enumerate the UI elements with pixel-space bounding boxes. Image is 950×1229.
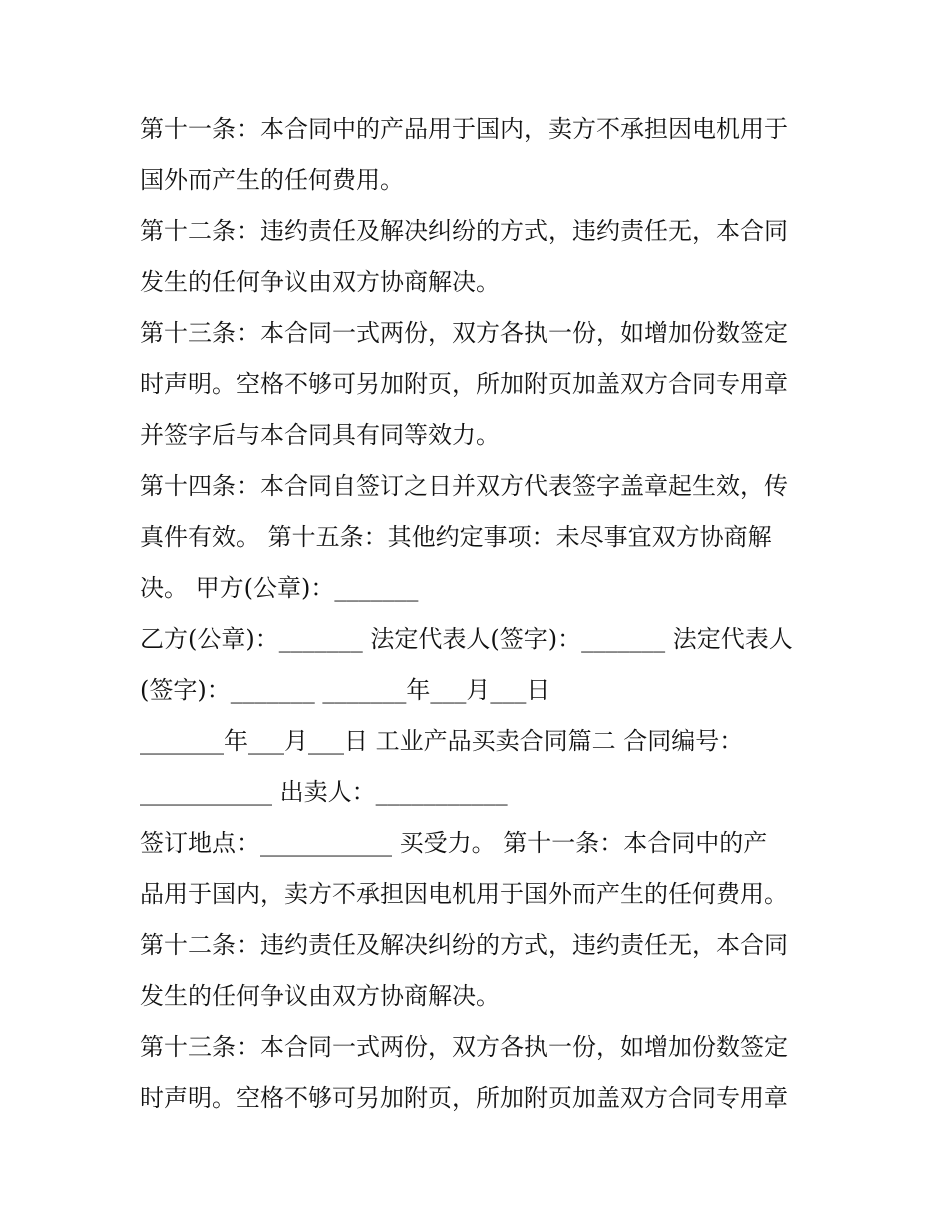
text-line: 品用于国内，卖方不承担因电机用于国外而产生的任何费用。 [140, 880, 788, 908]
text-line: 第十二条：违约责任及解决纠纷的方式，违约责任无，本合同 [140, 931, 788, 959]
text-line: 决。 甲方(公章)：_______ [140, 574, 419, 602]
document-body [140, 104, 820, 1124]
text-line: (签字)：_______ _______年___月___日 [140, 676, 551, 704]
text-line: 国外而产生的任何费用。 [140, 166, 404, 194]
text-line: 真件有效。 第十五条：其他约定事项：未尽事宜双方协商解 [140, 523, 772, 551]
text-line: ___________ 出卖人：___________ [140, 778, 508, 806]
text-line: 第十四条：本合同自签订之日并双方代表签字盖章起生效，传 [140, 472, 788, 500]
text-line: 签订地点：___________ 买受力。 第十一条：本合同中的产 [140, 829, 768, 857]
text-line: 第十二条：违约责任及解决纠纷的方式，违约责任无，本合同 [140, 217, 788, 245]
text-line: 发生的任何争议由双方协商解决。 [140, 268, 500, 296]
text-line: 第十三条：本合同一式两份，双方各执一份，如增加份数签定 [140, 1033, 788, 1061]
text-line: 时声明。空格不够可另加附页，所加附页加盖双方合同专用章 [140, 1084, 788, 1112]
text-line: _______年___月___日 工业产品买卖合同篇二 合同编号： [140, 727, 744, 755]
text-line: 发生的任何争议由双方协商解决。 [140, 982, 500, 1010]
text-line: 并签字后与本合同具有同等效力。 [140, 421, 500, 449]
text-line: 时声明。空格不够可另加附页，所加附页加盖双方合同专用章 [140, 370, 788, 398]
text-line: 第十三条：本合同一式两份，双方各执一份，如增加份数签定 [140, 319, 788, 347]
text-line: 第十一条：本合同中的产品用于国内，卖方不承担因电机用于 [140, 115, 788, 143]
text-line: 乙方(公章)：_______ 法定代表人(签字)：_______ 法定代表人 [140, 625, 793, 653]
